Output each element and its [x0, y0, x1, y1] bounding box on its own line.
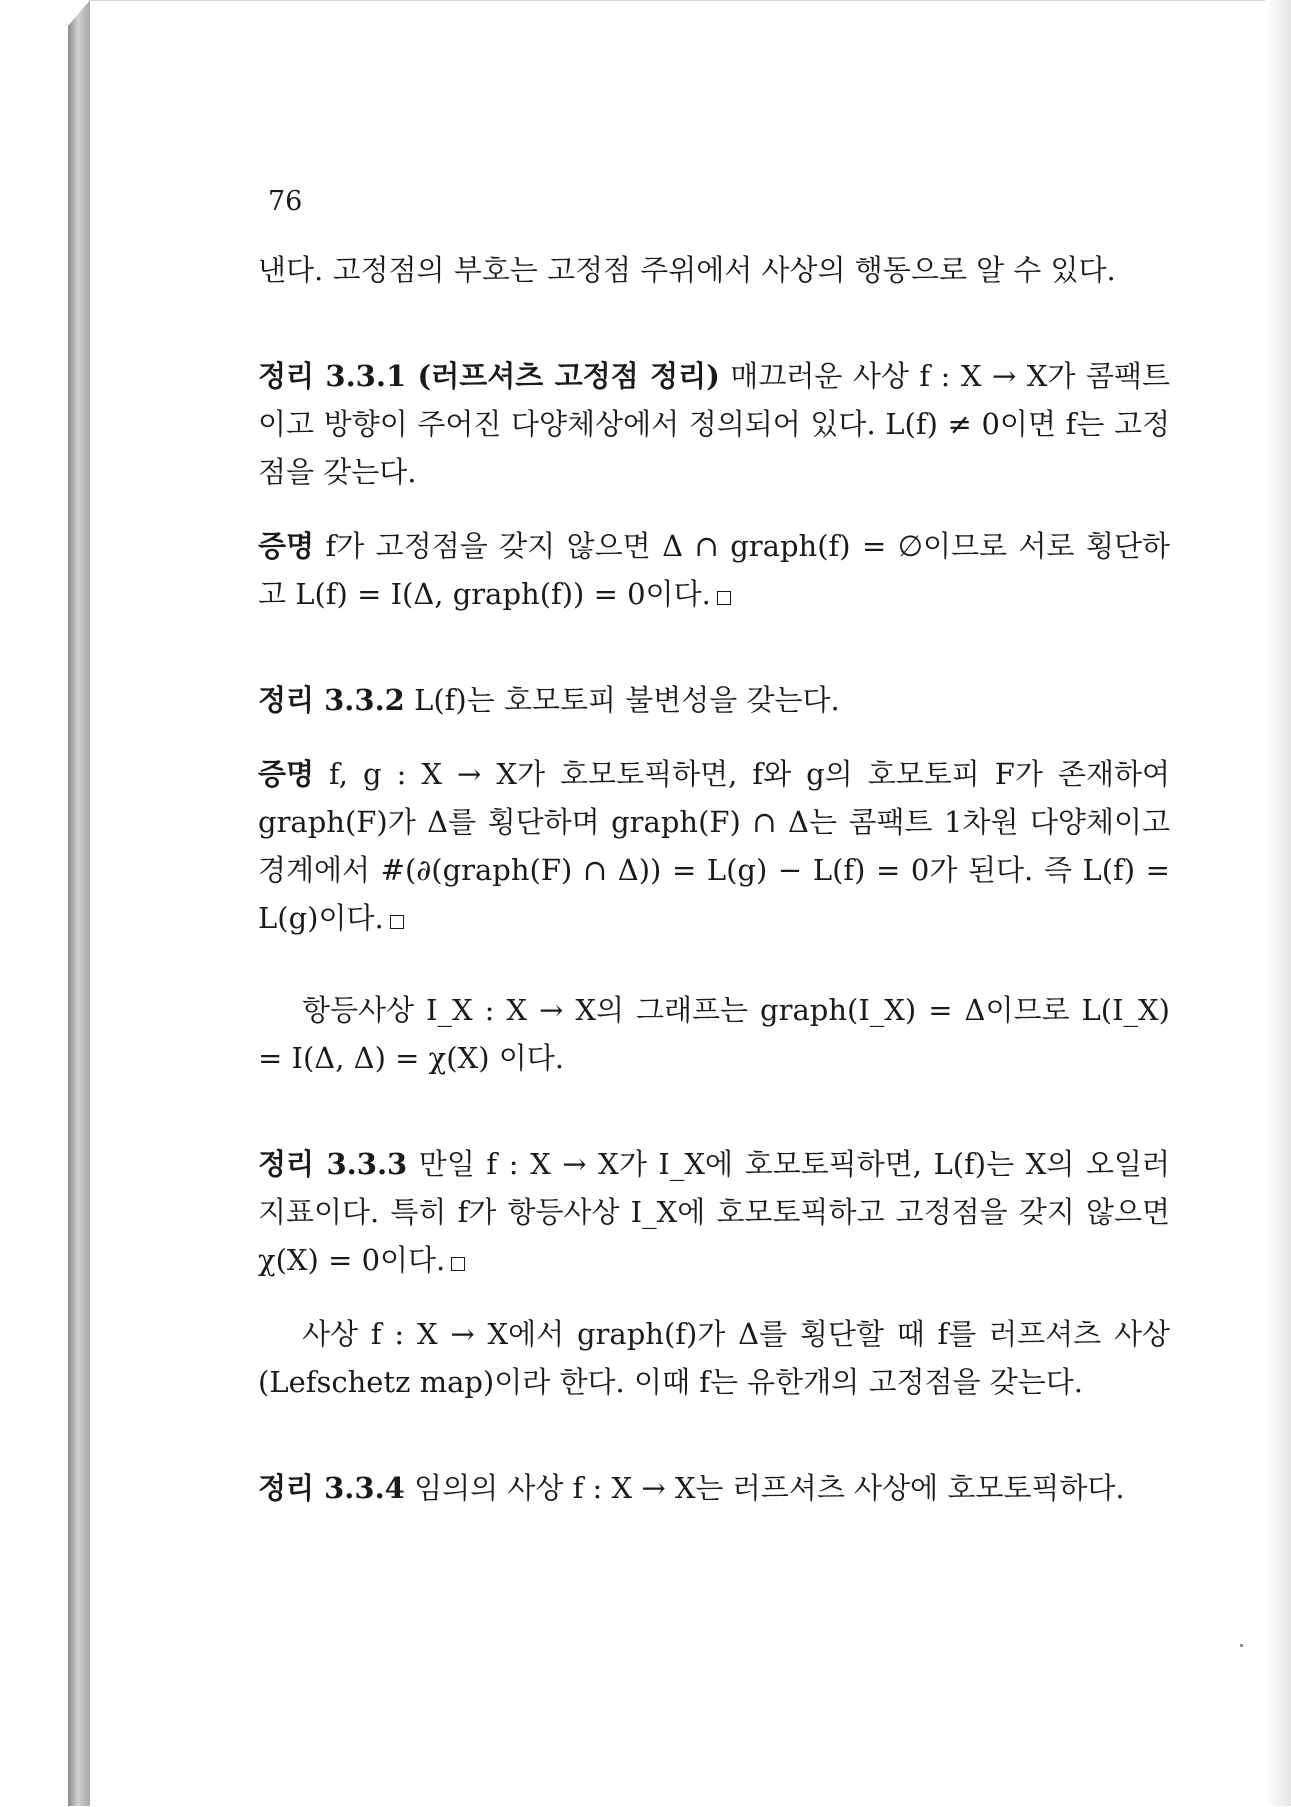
book-corner-fold [68, 0, 90, 26]
theorem-body: 임의의 사상 f : X → X는 러프셔츠 사상에 호모토픽하다. [404, 1471, 1125, 1505]
theorem-label: 정리 3.3.1 (러프셔츠 고정점 정리) [258, 359, 720, 393]
theorem-3-3-4 [258, 1464, 1170, 1512]
book-spine-edge [68, 0, 90, 1806]
proof-label: 증명 [258, 529, 315, 563]
theorem-body: 만일 f : X → X가 I_X에 호모토픽하면, L(f)는 X의 오일러 지표이다. 특히 f가 항등사상 I_X에 호모토픽하고 고정점을 갖지 않으면 χ(X) = 0이다. [258, 1147, 1170, 1277]
qed-icon [390, 915, 404, 929]
proof-2 [258, 750, 1170, 942]
theorem-3-3-2 [258, 676, 1170, 724]
theorem-3-3-1 [258, 352, 1170, 496]
proof-label: 증명 [258, 757, 315, 791]
paragraph-identity-map: 항등사상 I_X : X → X의 그래프는 graph(I_X) = Δ이므로 L(I_X) = I(Δ, Δ) = χ(X) 이다. [258, 993, 1170, 1075]
theorem-label: 정리 3.3.3 [258, 1147, 408, 1181]
page-content [258, 170, 1170, 1512]
paragraph-intro: 낸다. 고정점의 부호는 고정점 주위에서 사상의 행동으로 알 수 있다. [258, 253, 1116, 287]
page-number: 76 [268, 186, 303, 217]
theorem-3-3-3 [258, 1140, 1170, 1284]
proof-body: f, g : X → X가 호모토픽하면, f와 g의 호모토피 F가 존재하여 graph(F)가 Δ를 횡단하며 graph(F) ∩ Δ는 콤팩트 1차원 다양체이고 경계에서 #(∂(graph(F) ∩ Δ)) = L(g) − L(f) = 0가 된다. 즉 L(f) = L(g)이다. [258, 757, 1170, 935]
scan-speck [1240, 1644, 1243, 1647]
qed-icon [451, 1257, 465, 1271]
page-shadow [1265, 0, 1291, 1806]
paragraph-lefschetz-map: 사상 f : X → X에서 graph(f)가 Δ를 횡단할 때 f를 러프셔츠 사상(Lefschetz map)이라 한다. 이때 f는 유한개의 고정점을 갖는다. [258, 1317, 1170, 1399]
proof-body: f가 고정점을 갖지 않으면 Δ ∩ graph(f) = ∅이므로 서로 횡단하고 L(f) = I(Δ, graph(f)) = 0이다. [258, 529, 1170, 611]
theorem-label: 정리 3.3.4 [258, 1471, 405, 1505]
theorem-body: 매끄러운 사상 f : X → X가 콤팩트이고 방향이 주어진 다양체상에서 정의되어 있다. L(f) ≠ 0이면 f는 고정점을 갖는다. [258, 359, 1170, 489]
theorem-body: L(f)는 호모토피 불변성을 갖는다. [404, 683, 840, 717]
proof-1 [258, 522, 1170, 618]
theorem-label: 정리 3.3.2 [258, 683, 405, 717]
qed-icon [717, 591, 731, 605]
